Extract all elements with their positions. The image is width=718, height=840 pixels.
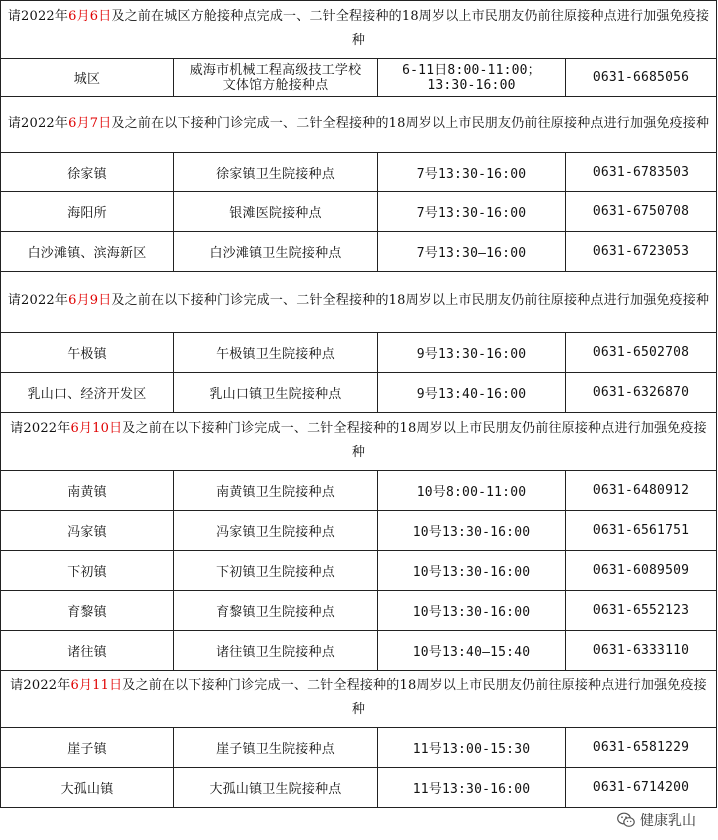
section-header-row [1, 413, 717, 471]
site-cell: 崖子镇卫生院接种点 [174, 728, 378, 768]
header-text: 及之前在城区方舱接种点完成一、二针全程接种的18周岁以上市民朋友仍前往原接种点进行加强免疫接种 [111, 8, 710, 48]
header-prefix: 请2022年 [7, 115, 69, 131]
header-prefix: 请2022年 [10, 678, 71, 693]
area-cell: 大孤山镇 [1, 768, 174, 808]
time-cell: 11号13:30-16:00 [378, 768, 566, 808]
table-row [1, 631, 717, 671]
area-cell: 诸往镇 [1, 631, 174, 671]
time-cell: 10号13:30-16:00 [378, 551, 566, 591]
area-cell: 城区 [1, 59, 174, 97]
section-header-row [1, 671, 717, 728]
header-prefix: 请2022年 [7, 8, 69, 24]
time-line: 6-11日8:00-11:00； [402, 62, 541, 78]
phone-cell: 0631-6502708 [566, 333, 717, 373]
area-cell: 白沙滩镇、滨海新区 [1, 232, 174, 272]
section-header-row [1, 272, 717, 333]
header-text: 及之前在以下接种门诊完成一、二针全程接种的18周岁以上市民朋友仍前往原接种点进行加强免疫接种 [111, 115, 710, 131]
header-text: 及之前在以下接种门诊完成一、二针全程接种的18周岁以上市民朋友仍前往原接种点进行加强免疫接种 [122, 678, 707, 717]
phone-cell: 0631-6333110 [566, 631, 717, 671]
time-cell: 10号13:40—15:40 [378, 631, 566, 671]
table-row [1, 232, 717, 272]
table-row [1, 59, 717, 97]
time-cell: 7号13:30-16:00 [378, 153, 566, 192]
site-cell: 南黄镇卫生院接种点 [174, 471, 378, 511]
site-cell: 诸往镇卫生院接种点 [174, 631, 378, 671]
time-line: 13:30-16:00 [427, 77, 516, 93]
phone-cell: 0631-6552123 [566, 591, 717, 631]
site-cell: 育黎镇卫生院接种点 [174, 591, 378, 631]
table-row [1, 153, 717, 192]
section-header [1, 671, 717, 728]
area-cell: 冯家镇 [1, 511, 174, 551]
section-header-row [1, 1, 717, 59]
site-cell: 下初镇卫生院接种点 [174, 551, 378, 591]
header-date: 6月10日 [70, 420, 123, 436]
header-text: 及之前在以下接种门诊完成一、二针全程接种的18周岁以上市民朋友仍前往原接种点进行加强免疫接种 [122, 420, 707, 460]
section-header [1, 272, 717, 333]
time-cell: 7号13:30—16:00 [378, 232, 566, 272]
site-cell: 银滩医院接种点 [174, 192, 378, 232]
section-header [1, 413, 717, 471]
header-prefix: 请2022年 [10, 420, 71, 436]
area-cell: 育黎镇 [1, 591, 174, 631]
time-cell: 10号13:30-16:00 [378, 591, 566, 631]
phone-cell: 0631-6783503 [566, 153, 717, 192]
header-prefix: 请2022年 [7, 293, 69, 308]
site-cell: 大孤山镇卫生院接种点 [174, 768, 378, 808]
phone-cell: 0631-6326870 [566, 373, 717, 413]
phone-cell: 0631-6750708 [566, 192, 717, 232]
header-date: 6月6日 [68, 8, 112, 24]
site-cell: 乳山口镇卫生院接种点 [174, 373, 378, 413]
table-row [1, 511, 717, 551]
table-row [1, 373, 717, 413]
section-header [1, 1, 717, 59]
area-cell: 下初镇 [1, 551, 174, 591]
site-cell: 冯家镇卫生院接种点 [174, 511, 378, 551]
phone-cell: 0631-6480912 [566, 471, 717, 511]
phone-cell: 0631-6685056 [566, 59, 717, 97]
section-header-row [1, 97, 717, 153]
phone-cell: 0631-6723053 [566, 232, 717, 272]
watermark-text: 健康乳山 [640, 813, 696, 829]
site-line: 威海市机械工程高级技工学校 [189, 62, 362, 78]
phone-cell: 0631-6714200 [566, 768, 717, 808]
wechat-icon [617, 812, 635, 828]
time-cell: 7号13:30-16:00 [378, 192, 566, 232]
header-text: 及之前在以下接种门诊完成一、二针全程接种的18周岁以上市民朋友仍前往原接种点进行加强免疫接种 [111, 293, 710, 308]
time-cell [378, 59, 566, 97]
table-row [1, 333, 717, 373]
header-date: 6月11日 [70, 678, 123, 693]
area-cell: 徐家镇 [1, 153, 174, 192]
site-line: 文体馆方舱接种点 [222, 77, 329, 93]
area-cell: 乳山口、经济开发区 [1, 373, 174, 413]
table-row [1, 192, 717, 232]
table-row [1, 768, 717, 808]
header-date: 6月7日 [68, 115, 112, 131]
time-cell: 9号13:40-16:00 [378, 373, 566, 413]
phone-cell: 0631-6561751 [566, 511, 717, 551]
area-cell: 海阳所 [1, 192, 174, 232]
site-cell [174, 59, 378, 97]
area-cell: 南黄镇 [1, 471, 174, 511]
area-cell: 崖子镇 [1, 728, 174, 768]
table-row [1, 728, 717, 768]
time-cell: 10号8:00-11:00 [378, 471, 566, 511]
site-cell: 白沙滩镇卫生院接种点 [174, 232, 378, 272]
area-cell: 午极镇 [1, 333, 174, 373]
phone-cell: 0631-6089509 [566, 551, 717, 591]
time-cell: 9号13:30-16:00 [378, 333, 566, 373]
table-row [1, 591, 717, 631]
time-cell: 10号13:30-16:00 [378, 511, 566, 551]
watermark [617, 810, 696, 830]
time-cell: 11号13:00-15:30 [378, 728, 566, 768]
table-row [1, 471, 717, 511]
site-cell: 午极镇卫生院接种点 [174, 333, 378, 373]
phone-cell: 0631-6581229 [566, 728, 717, 768]
header-date: 6月9日 [68, 293, 112, 308]
site-cell: 徐家镇卫生院接种点 [174, 153, 378, 192]
table-row [1, 551, 717, 591]
section-header [1, 97, 717, 153]
